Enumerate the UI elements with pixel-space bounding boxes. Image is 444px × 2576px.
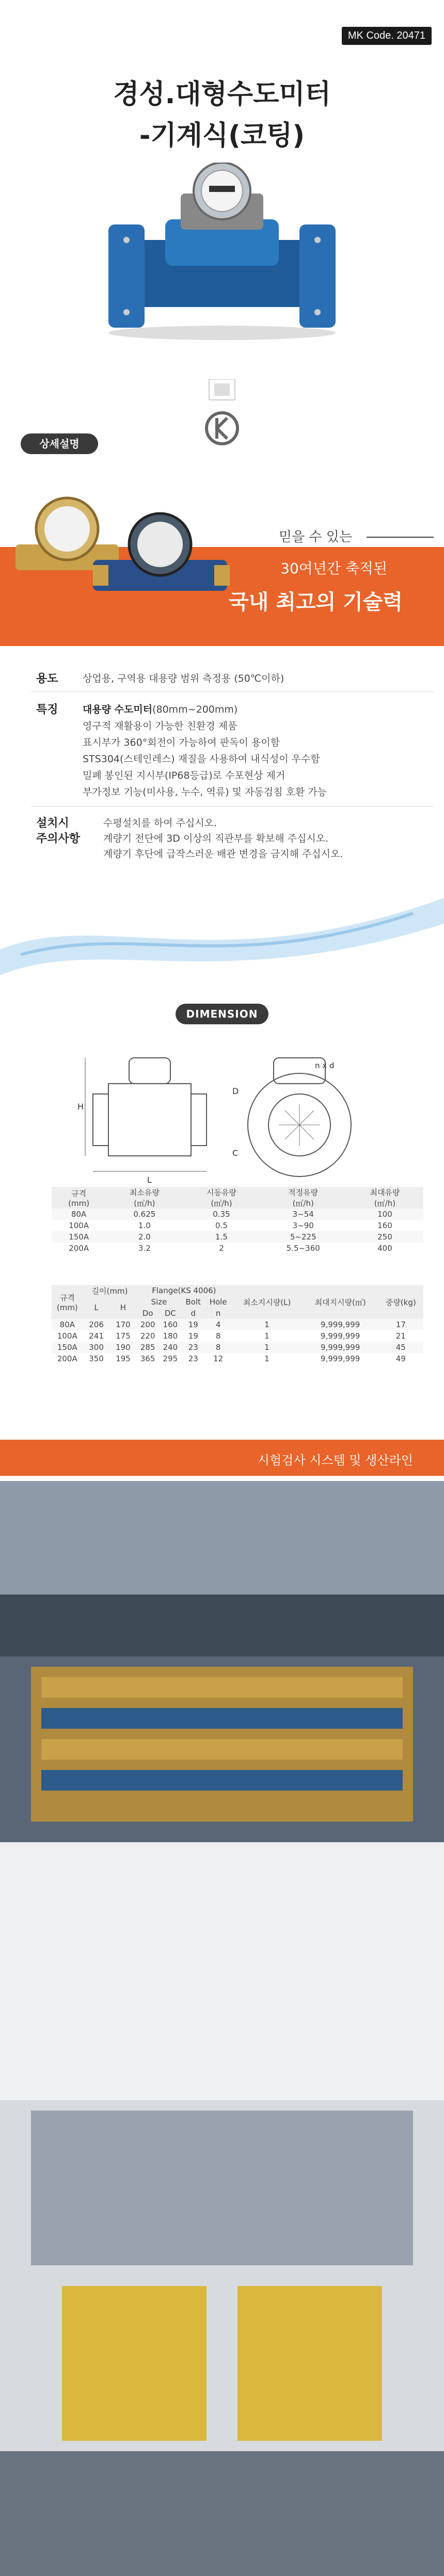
use-label: 용도 [36,672,58,685]
table-row: 80A 206 170 200 160 19 4 1 9,999,999 17 [52,1319,423,1330]
factory-image-2 [0,1842,444,2576]
water-splash-image [0,877,444,980]
col-header: Flange(KS 4006) [152,1286,216,1295]
production-band-text: 시험검사 시스템 및 생산라인 [257,1453,413,1468]
dim-label-h: H [77,1102,84,1112]
col-header: d [191,1309,196,1318]
product-image [98,163,346,343]
intro-line1: 30여년간 축적된 [280,560,387,577]
col-header: 최소유량 (㎥/h) [129,1188,160,1208]
dim-label-nxd: n x d [315,1061,335,1070]
col-header: 최소지시량(L) [243,1297,291,1307]
table-row: 100A 241 175 220 180 19 8 1 9,999,999 21 [57,1331,406,1341]
col-header: Size [151,1297,167,1307]
intro-pre-text: 믿을 수 있는 [279,529,353,545]
dim-label-c: C [232,1148,239,1158]
product-code-badge: MK Code. 20471 [342,27,432,45]
table-row: 200A 3.2 2 5.5~360 400 [69,1244,392,1253]
col-header: 최대유량 (㎥/h) [370,1188,400,1208]
col-header: 적정유량 (㎥/h) [288,1188,319,1208]
caution-item: 계량기 후단에 급작스러운 배관 변경을 금지해 주십시오. [103,848,343,860]
factory-image-1 [0,1481,444,1842]
col-header: DC [164,1309,176,1318]
feature-label: 특징 [36,703,58,716]
flow-spec-table [52,1187,423,1254]
col-header: n [215,1309,221,1318]
col-header: 규격 (mm) [56,1293,78,1312]
feature-item: 표시부가 360°회전이 가능하여 판독이 용이함 [83,737,280,748]
col-header: Hole [209,1297,227,1307]
caution-label: 설치시 [36,817,69,830]
table-row: 100A 1.0 0.5 3~90 160 [69,1221,392,1230]
caution-label: 주의사항 [36,832,81,845]
col-header: 중량(kg) [385,1297,416,1307]
col-header: H [120,1303,126,1312]
section-label-dimension: DIMENSION [176,1004,268,1024]
dim-label-l: L [147,1175,152,1185]
feature-item: STS304(스테인레스) 재질을 사용하여 내식성이 우수함 [83,753,320,765]
col-header: Do [142,1309,153,1318]
meters-image [15,488,232,606]
divider [31,691,434,692]
col-header: 규격 (mm) [68,1188,90,1208]
feature-item: 대용량 수도미터(80mm~200mm) [83,704,238,715]
col-header: 최대지시량(㎥) [314,1297,366,1307]
dimension-drawing-front [77,1048,222,1202]
use-text: 상업용, 구역용 대용량 범위 측정용 (50℃이하) [83,673,284,684]
table-row: 80A 0.625 0.35 3~54 100 [52,1209,423,1220]
caution-item: 수평설치를 하여 주십시오. [103,817,217,829]
feature-item: 부가정보 기능(미사용, 누수, 역류) 및 자동검침 호환 가능 [83,786,327,798]
dimension-drawing-side [227,1048,372,1192]
intro-divider [367,537,434,538]
dimension-spec-table [52,1285,423,1364]
col-header: L [94,1303,99,1312]
kc-certification-mark [201,379,243,454]
col-header: 길이(mm) [91,1286,128,1296]
col-header: 시동유량 (㎥/h) [206,1188,236,1208]
intro-line2: 국내 최고의 기술력 [229,590,403,614]
divider [31,806,434,807]
page-subtitle: -기계식(코팅) [139,120,305,151]
caution-item: 계량기 전단에 3D 이상의 직관부를 확보해 주십시오. [103,833,329,844]
col-header: Bolt [185,1297,201,1307]
table-row: 150A 300 190 285 240 23 8 1 9,999,999 45 [52,1342,423,1353]
section-label-spec: 상세설명 [21,433,98,454]
feature-item: 밀폐 봉인된 지시부(IP68등급)로 수포현상 제거 [83,770,286,781]
table-row: 150A 2.0 1.5 5~225 250 [52,1231,423,1243]
dim-label-d: D [232,1086,239,1096]
table-row: 200A 350 195 365 295 23 12 1 9,999,999 49 [57,1354,406,1363]
feature-item: 영구적 재활용이 가능한 친환경 제품 [83,720,237,732]
page-title: 경성.대형수도미터 [113,79,331,110]
